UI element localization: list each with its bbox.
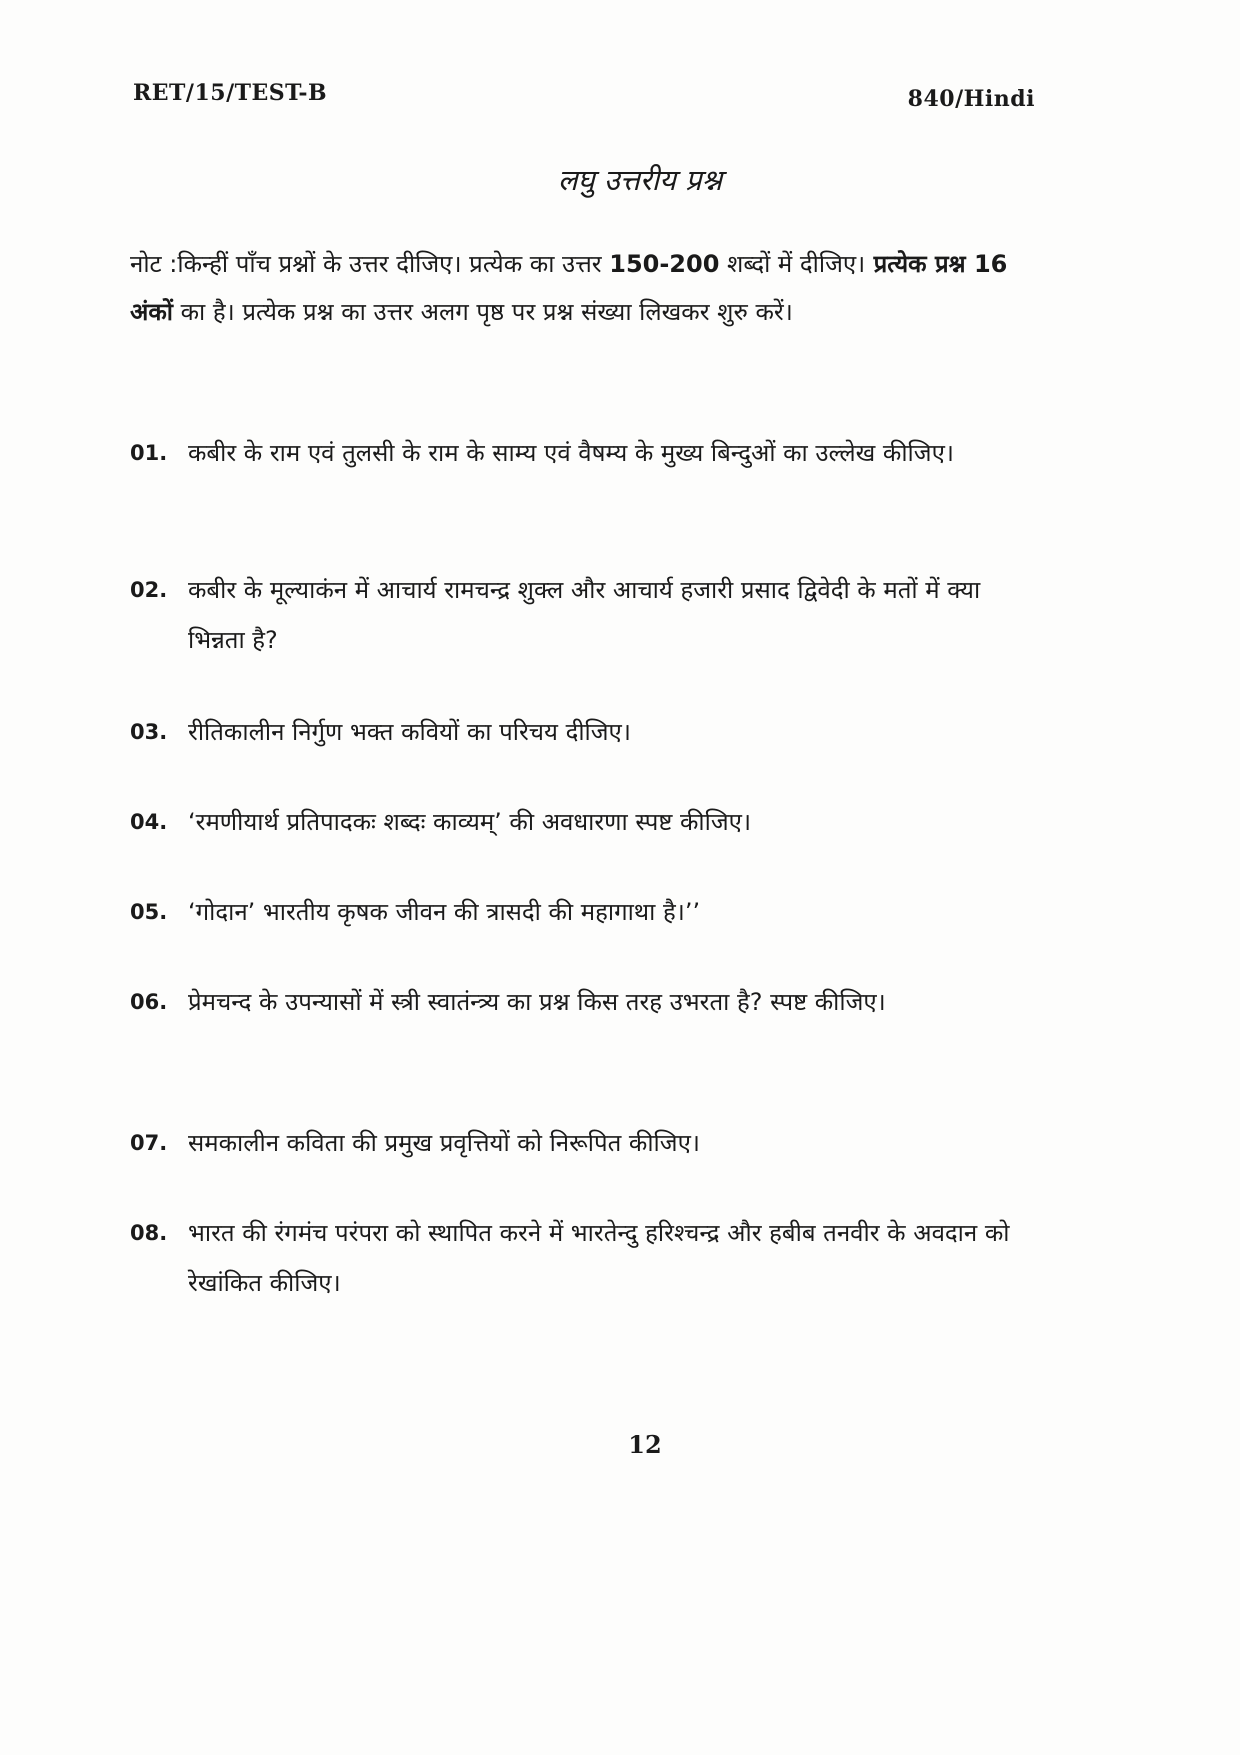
note-text-4: अंकों [130, 298, 173, 326]
question-text: समकालीन कविता की प्रमुख प्रवृत्तियों को निरूपित कीजिए। [188, 1129, 700, 1157]
question-item [130, 565, 1030, 665]
question-number: 04. [130, 810, 168, 834]
page-number: 12 [628, 1430, 662, 1459]
question-number: 08. [130, 1221, 168, 1245]
subject-code: 840/Hindi [907, 86, 1035, 112]
question-item [130, 977, 1030, 1027]
note-marks: 16 [973, 250, 1008, 278]
note-text-3: प्रत्येक प्रश्न [865, 250, 974, 278]
question-item [130, 887, 1030, 937]
question-text: कबीर के राम एवं तुलसी के राम के साम्य एवं वैषम्य के मुख्य बिन्दुओं का उल्लेख कीजिए। [188, 439, 954, 467]
question-text: ‘गोदान’ भारतीय कृषक जीवन की त्रासदी की महागाथा है।’’ [188, 898, 701, 926]
question-number: 05. [130, 900, 168, 924]
question-item [130, 707, 1030, 757]
instructions-note [130, 240, 1030, 336]
question-item [130, 1118, 1030, 1168]
paper-code: RET/15/TEST-B [133, 80, 328, 106]
question-item [130, 428, 1030, 478]
note-text-2: शब्दों में दीजिए। [719, 250, 866, 278]
note-text-1: किन्हीं पाँच प्रश्नों के उत्तर दीजिए। प्रत्येक का उत्तर [177, 250, 610, 278]
question-text: ‘रमणीयार्थ प्रतिपादकः शब्दः काव्यम्’ की अवधारणा स्पष्ट कीजिए। [188, 808, 752, 836]
question-text: भारत की रंगमंच परंपरा को स्थापित करने में भारतेन्दु हरिश्चन्द्र और हबीब तनवीर के अवदान को रेखांकित कीजिए। [188, 1219, 1010, 1297]
section-title: लघु उत्तरीय प्रश्न [557, 163, 723, 197]
question-text: कबीर के मूल्याकंन में आचार्य रामचन्द्र शुक्ल और आचार्य हजारी प्रसाद द्विवेदी के मतों में क्या भिन्नता है? [188, 576, 981, 654]
question-number: 07. [130, 1131, 168, 1155]
question-number: 03. [130, 720, 168, 744]
question-number: 06. [130, 990, 168, 1014]
question-item [130, 1208, 1030, 1308]
note-word-range: 150-200 [609, 250, 720, 278]
question-text: प्रेमचन्द के उपन्यासों में स्त्री स्वातंन्त्र्य का प्रश्न किस तरह उभरता है? स्पष्ट कीजिए। [188, 988, 886, 1016]
question-item [130, 797, 1030, 847]
note-text-5: का है। प्रत्येक प्रश्न का उत्तर अलग पृष्ठ पर प्रश्न संख्या लिखकर शुरु करें। [172, 298, 793, 326]
question-number: 02. [130, 578, 168, 602]
question-number: 01. [130, 441, 168, 465]
note-label: नोट : [130, 250, 178, 278]
question-text: रीतिकालीन निर्गुण भक्त कवियों का परिचय दीजिए। [188, 718, 631, 746]
